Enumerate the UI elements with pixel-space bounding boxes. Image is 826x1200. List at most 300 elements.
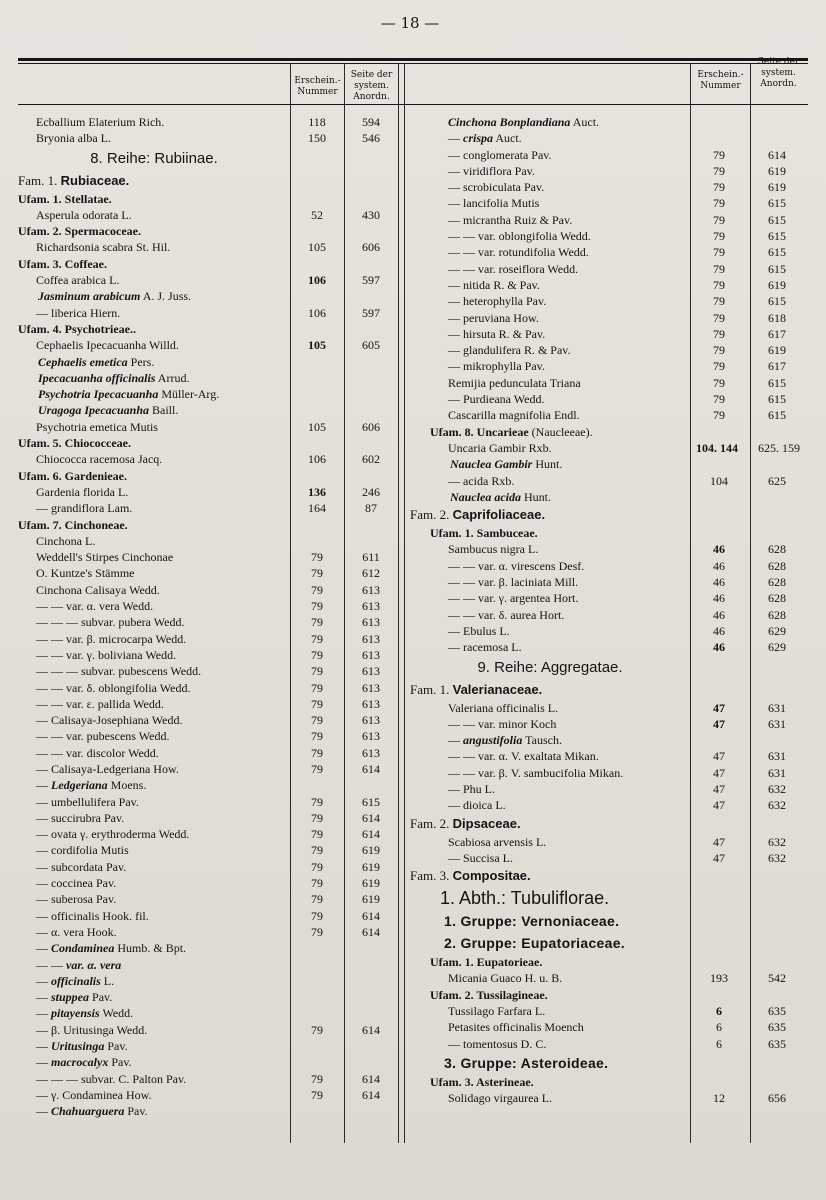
species-row: [18, 451, 398, 467]
species-name: [36, 777, 146, 793]
species-row: [18, 924, 398, 940]
family-heading-line: [18, 171, 129, 191]
species-row: [18, 614, 398, 630]
species-name-text: — ovata γ. erythroderma Wedd.: [36, 827, 190, 842]
species-name-text: Solidago virgaurea L.: [448, 1091, 553, 1106]
erschein-number: 79: [311, 680, 323, 695]
synonym-author: Wedd.: [99, 1006, 134, 1021]
species-name: [448, 179, 544, 195]
system-page: 631: [768, 749, 786, 764]
subfamily-label: Ufam. 6.: [18, 468, 62, 483]
species-name: [448, 228, 591, 244]
section-heading: [410, 656, 690, 680]
system-page: 615: [768, 392, 786, 407]
system-page: 628: [768, 575, 786, 590]
species-row: [18, 875, 398, 891]
column-divider: [398, 63, 399, 1143]
section-heading: [18, 147, 290, 171]
species-name: [36, 549, 173, 565]
erschein-number: 52: [311, 207, 323, 222]
species-name: [448, 147, 552, 163]
synonym-author: Hunt.: [532, 457, 563, 472]
system-page: 597: [362, 273, 380, 288]
species-name-text: — α. vera Hook.: [36, 924, 117, 939]
species-name: [448, 732, 562, 748]
system-page: 619: [768, 180, 786, 195]
subfamily-heading: [410, 424, 808, 440]
erschein-number: 47: [713, 834, 725, 849]
subfamily-heading-line: [430, 424, 593, 440]
family-name: Rubiaceae.: [60, 172, 130, 188]
species-row: [18, 794, 398, 810]
species-name: [448, 700, 558, 716]
system-page: 625: [768, 473, 786, 488]
family-heading: [410, 505, 808, 525]
species-name: [36, 565, 134, 581]
synonym-prefix: —: [36, 1006, 51, 1021]
erschein-number: 79: [311, 729, 323, 744]
subfamily-heading: [18, 517, 398, 533]
species-name: [448, 1019, 584, 1035]
system-page: 628: [768, 558, 786, 573]
erschein-number: 6: [716, 1020, 722, 1035]
erschein-number: 47: [713, 716, 725, 731]
species-name: [448, 326, 545, 342]
subfamily-heading-line: [430, 1074, 534, 1090]
species-name-text: — — var. β. laciniata Mill.: [448, 575, 579, 590]
subfamily-label: Ufam. 4.: [18, 321, 62, 336]
family-heading-line: [410, 866, 531, 886]
species-row: [18, 859, 398, 875]
synonym-name: var. α. vera: [66, 957, 122, 972]
species-name-text: Remijia pedunculata Triana: [448, 375, 581, 390]
erschein-number: 79: [311, 827, 323, 842]
system-page: 605: [362, 338, 380, 353]
synonym-name: Nauclea Gambir: [450, 457, 533, 472]
species-name: [448, 130, 522, 146]
system-page: 628: [768, 607, 786, 622]
species-row: [18, 207, 398, 223]
system-page: 613: [362, 745, 380, 760]
species-name: [448, 163, 535, 179]
system-page: 615: [768, 294, 786, 309]
synonym-author: Müller-Arg.: [158, 387, 220, 402]
species-row: [410, 391, 808, 407]
species-name-text: — — var. roseiflora Wedd.: [448, 261, 579, 276]
species-name-text: — — var. minor Koch: [448, 716, 557, 731]
synonym-name: Cinchona Bonplandiana: [448, 115, 571, 129]
erschein-number: 104. 144: [696, 440, 738, 455]
species-name: [38, 370, 189, 386]
species-name: [36, 305, 120, 321]
synonym-author: Moens.: [107, 778, 147, 793]
erschein-number: 79: [713, 359, 725, 374]
synonym-name: Uritusinga: [51, 1039, 105, 1054]
species-name: [36, 712, 182, 728]
system-page: 614: [362, 924, 380, 939]
species-name: [448, 607, 564, 623]
species-name-text: Psychotria emetica Mutis: [36, 419, 158, 434]
erschein-number: 79: [713, 163, 725, 178]
family-heading: [18, 171, 398, 191]
group-heading: [410, 932, 808, 954]
subfamily-name: Gardenieae.: [64, 468, 127, 483]
species-row: [18, 908, 398, 924]
species-row: [18, 728, 398, 744]
species-name: [36, 794, 139, 810]
subfamily-heading: [18, 435, 398, 451]
subfamily-name: Chiococceae.: [64, 436, 131, 451]
system-page: 246: [362, 484, 380, 499]
family-heading: [410, 680, 808, 700]
erschein-number: 106: [308, 273, 326, 288]
family-name: Valerianaceae.: [452, 681, 543, 697]
species-name-text: — Calisaya-Ledgeriana How.: [36, 761, 179, 776]
synonym-row: [18, 777, 398, 793]
species-name-text: — viridiflora Pav.: [448, 163, 535, 178]
subfamily-heading: [410, 525, 808, 541]
subfamily-heading-line: [18, 435, 131, 451]
species-name-text: — β. Uritusinga Wedd.: [36, 1022, 148, 1037]
synonym-author: A. J. Juss.: [140, 289, 192, 304]
synonym-name: Uragoga Ipecacuanha: [38, 403, 150, 418]
erschein-number: 6: [716, 1036, 722, 1051]
species-name: [36, 924, 117, 940]
species-name: [36, 957, 121, 973]
species-row: [410, 407, 808, 423]
species-row: [18, 337, 398, 353]
erschein-number: 79: [311, 615, 323, 630]
system-page: 613: [362, 713, 380, 728]
erschein-number: 12: [713, 1091, 725, 1106]
species-name-text: — γ. Condaminea How.: [36, 1087, 152, 1102]
species-name-text: — — var. α. vera Wedd.: [36, 599, 154, 614]
species-name: [448, 850, 513, 866]
species-row: [18, 712, 398, 728]
species-name: [36, 761, 179, 777]
species-name: [36, 598, 153, 614]
species-row: [410, 834, 808, 850]
species-name: [448, 244, 589, 260]
erschein-number: 104: [710, 473, 728, 488]
species-name-text: Coffea arabica L.: [36, 273, 120, 288]
species-row: [18, 239, 398, 255]
erschein-number: 47: [713, 749, 725, 764]
species-name-text: Cascarilla magnifolia Endl.: [448, 408, 580, 423]
species-name: [448, 212, 572, 228]
species-name: [36, 1103, 148, 1119]
erschein-number: 105: [308, 240, 326, 255]
species-row: [18, 582, 398, 598]
system-page: 632: [768, 850, 786, 865]
species-name-text: O. Kuntze's Stämme: [36, 566, 135, 581]
group-heading-text: 1. Gruppe: Vernoniaceae.: [444, 913, 620, 930]
erschein-number: 79: [311, 908, 323, 923]
species-name-text: — — var. β. microcarpa Wedd.: [36, 631, 187, 646]
synonym-prefix: —: [36, 941, 51, 956]
erschein-number: 47: [713, 781, 725, 796]
system-page: 613: [362, 631, 380, 646]
system-page: 614: [362, 1022, 380, 1037]
section-heading-text: 9. Reihe: Aggregatae.: [477, 658, 623, 676]
erschein-number: 79: [311, 1022, 323, 1037]
synonym-author: Pers.: [127, 354, 155, 369]
species-name-text: — micrantha Ruiz & Pav.: [448, 212, 573, 227]
species-name: [36, 1071, 186, 1087]
system-page: 615: [768, 408, 786, 423]
group-heading: [410, 910, 808, 932]
erschein-number: 79: [713, 180, 725, 195]
erschein-number: 47: [713, 798, 725, 813]
species-name-text: — — — subvar. C. Palton Pav.: [36, 1071, 187, 1086]
synonym-name: officinalis: [51, 973, 101, 988]
erschein-number: 79: [713, 261, 725, 276]
erschein-number: 79: [713, 326, 725, 341]
species-row: [410, 1019, 808, 1035]
species-name-text: — conglomerata Pav.: [448, 147, 552, 162]
system-page: 594: [362, 115, 380, 129]
species-name-text: — peruviana How.: [448, 310, 539, 325]
species-name: [36, 663, 201, 679]
erschein-number: 79: [311, 582, 323, 597]
erschein-number: 79: [713, 310, 725, 325]
synonym-row: [18, 1038, 398, 1054]
species-name: [36, 500, 132, 516]
system-page: 615: [768, 196, 786, 211]
species-name: [36, 239, 170, 255]
species-name-text: — — var. oblongifolia Wedd.: [448, 229, 591, 244]
species-row: [410, 277, 808, 293]
synonym-name: Cephaelis emetica: [38, 354, 128, 369]
system-page: 631: [768, 716, 786, 731]
synonym-name: Condaminea: [51, 941, 115, 956]
erschein-number: 79: [713, 147, 725, 162]
species-name: [36, 680, 190, 696]
system-page: 615: [768, 375, 786, 390]
system-page: 613: [362, 599, 380, 614]
system-page: 615: [768, 261, 786, 276]
system-page: 635: [768, 1004, 786, 1019]
species-name-text: — dioica L.: [448, 798, 506, 813]
subfamily-heading-line: [18, 468, 127, 484]
species-row: [18, 114, 398, 130]
species-row: [18, 680, 398, 696]
subfamily-name: Stellatae.: [64, 191, 112, 206]
species-name: [448, 1036, 546, 1052]
erschein-number: 79: [311, 1087, 323, 1102]
synonym-row: [410, 130, 808, 146]
erschein-number: 79: [311, 696, 323, 711]
erschein-number: 79: [311, 1071, 323, 1086]
erschein-number: 46: [713, 542, 725, 557]
left-column: [18, 114, 398, 1120]
synonym-row: [18, 973, 398, 989]
species-name: [36, 533, 95, 549]
species-name: [36, 810, 124, 826]
erschein-number: 79: [311, 566, 323, 581]
system-page: 619: [362, 859, 380, 874]
top-rule: [18, 58, 808, 61]
species-name-text: — acida Rxb.: [448, 473, 515, 488]
system-page: 542: [768, 971, 786, 986]
species-name-text: Gardenia florida L.: [36, 484, 129, 499]
synonym-author: Pav.: [108, 1055, 132, 1070]
synonym-prefix: —: [448, 733, 463, 748]
species-name: [448, 391, 544, 407]
synonym-row: [18, 288, 398, 304]
subfamily-name: Asterineae.: [476, 1074, 534, 1089]
species-row: [410, 212, 808, 228]
species-name-text: — — var. discolor Wedd.: [36, 745, 159, 760]
species-name-text: — — — subvar. pubescens Wedd.: [36, 664, 202, 679]
species-row: [18, 500, 398, 516]
erschein-number: 46: [713, 640, 725, 655]
species-name: [36, 859, 126, 875]
erschein-number: 79: [311, 599, 323, 614]
system-page: 613: [362, 729, 380, 744]
erschein-number: 150: [308, 131, 326, 146]
species-row: [410, 293, 808, 309]
header-seite-left: Seite der system. Anordn.: [350, 70, 393, 102]
species-name-text: — — var. α. virescens Desf.: [448, 558, 585, 573]
erschein-number: 79: [311, 843, 323, 858]
species-name-text: — mikrophylla Pav.: [448, 359, 545, 374]
species-name: [36, 484, 128, 500]
subfamily-name: Tussilagineae.: [476, 987, 548, 1002]
system-page: 614: [362, 810, 380, 825]
system-page: 628: [768, 542, 786, 557]
species-name-text: — nitida R. & Pav.: [448, 277, 540, 292]
species-name: [36, 130, 111, 146]
system-page: 613: [362, 647, 380, 662]
subfamily-name: Eupatorieae.: [476, 955, 543, 970]
species-name: [448, 623, 510, 639]
species-name: [36, 631, 186, 647]
species-name: [448, 114, 599, 130]
species-name-text: Cinchona L.: [36, 533, 96, 548]
system-page: 614: [362, 761, 380, 776]
species-name-text: — — var. γ. boliviana Wedd.: [36, 647, 177, 662]
subfamily-heading: [18, 223, 398, 239]
species-name: [36, 451, 162, 467]
system-page: 615: [768, 245, 786, 260]
system-page: 631: [768, 700, 786, 715]
synonym-name: stuppea: [51, 990, 90, 1005]
synonym-prefix: —: [36, 1055, 51, 1070]
species-name: [36, 989, 112, 1005]
species-name-text: — — var. rotundifolia Wedd.: [448, 245, 589, 260]
synonym-row: [18, 354, 398, 370]
subfamily-label: Ufam. 3.: [18, 256, 62, 271]
synonym-name: Jasminum arabicum: [38, 289, 141, 304]
header-seite-right: Seite der system. Anordn.: [757, 57, 800, 89]
species-row: [18, 696, 398, 712]
species-name-text: — — var. ε. pallida Wedd.: [36, 696, 164, 711]
species-row: [410, 590, 808, 606]
species-row: [410, 748, 808, 764]
system-page: 613: [362, 696, 380, 711]
family-name: Dipsaceae.: [452, 815, 521, 831]
system-page: 619: [362, 876, 380, 891]
synonym-author: Pav.: [89, 990, 113, 1005]
species-name: [36, 940, 186, 956]
subfamily-heading: [410, 954, 808, 970]
species-row: [18, 1022, 398, 1038]
subfamily-heading-line: [18, 517, 128, 533]
erschein-number: 105: [308, 419, 326, 434]
erschein-number: 79: [713, 196, 725, 211]
synonym-row: [410, 489, 808, 505]
system-page: 613: [362, 582, 380, 597]
synonym-row: [18, 957, 398, 973]
species-name: [36, 647, 176, 663]
synonym-prefix: —: [448, 131, 463, 146]
species-row: [410, 639, 808, 655]
erschein-number: 46: [713, 575, 725, 590]
family-label: Fam. 2.: [410, 815, 450, 831]
synonym-name: Ledgeriana: [51, 778, 108, 793]
species-name: [448, 342, 571, 358]
system-page: 606: [362, 240, 380, 255]
species-row: [18, 826, 398, 842]
species-row: [410, 716, 808, 732]
synonym-name: Psychotria Ipecacuanha: [38, 387, 159, 402]
species-row: [410, 1036, 808, 1052]
species-name: [38, 288, 191, 304]
species-name: [448, 1003, 545, 1019]
erschein-number: 79: [311, 647, 323, 662]
synonym-author: Hunt.: [521, 489, 551, 504]
species-name-text: — liberica Hiern.: [36, 305, 121, 320]
family-label: Fam. 3.: [410, 868, 450, 884]
species-row: [18, 272, 398, 288]
species-name-text: — scrobiculata Pav.: [448, 180, 545, 195]
subfamily-heading: [18, 321, 398, 337]
species-name-text: — heterophylla Pav.: [448, 294, 547, 309]
system-page: 430: [362, 207, 380, 222]
subfamily-name: Spermacoceae.: [64, 224, 141, 239]
subfamily-heading-line: [18, 321, 136, 337]
family-label: Fam. 1.: [410, 681, 450, 697]
family-heading-line: [410, 505, 545, 525]
species-row: [18, 130, 398, 146]
system-page: 597: [362, 305, 380, 320]
species-name-text: Scabiosa arvensis L.: [448, 834, 547, 849]
species-name: [36, 207, 132, 223]
subfamily-heading-line: [18, 256, 107, 272]
erschein-number: 79: [713, 343, 725, 358]
subfamily-name: Cinchoneae.: [64, 517, 128, 532]
erschein-number: 79: [311, 761, 323, 776]
species-row: [410, 261, 808, 277]
species-name: [450, 456, 562, 472]
species-row: [410, 440, 808, 456]
subfamily-heading: [410, 1074, 808, 1090]
erschein-number: 6: [716, 1004, 722, 1019]
erschein-number: 79: [713, 375, 725, 390]
synonym-name: macrocalyx: [51, 1055, 109, 1070]
synonym-name: angustifolia: [463, 733, 523, 748]
species-row: [18, 1071, 398, 1087]
species-name: [36, 337, 179, 353]
species-name: [448, 293, 546, 309]
species-name: [448, 1090, 552, 1106]
species-name: [36, 973, 114, 989]
species-name-text: — tomentosus D. C.: [448, 1036, 547, 1051]
species-name: [36, 696, 164, 712]
synonym-row: [18, 386, 398, 402]
species-name: [448, 473, 514, 489]
